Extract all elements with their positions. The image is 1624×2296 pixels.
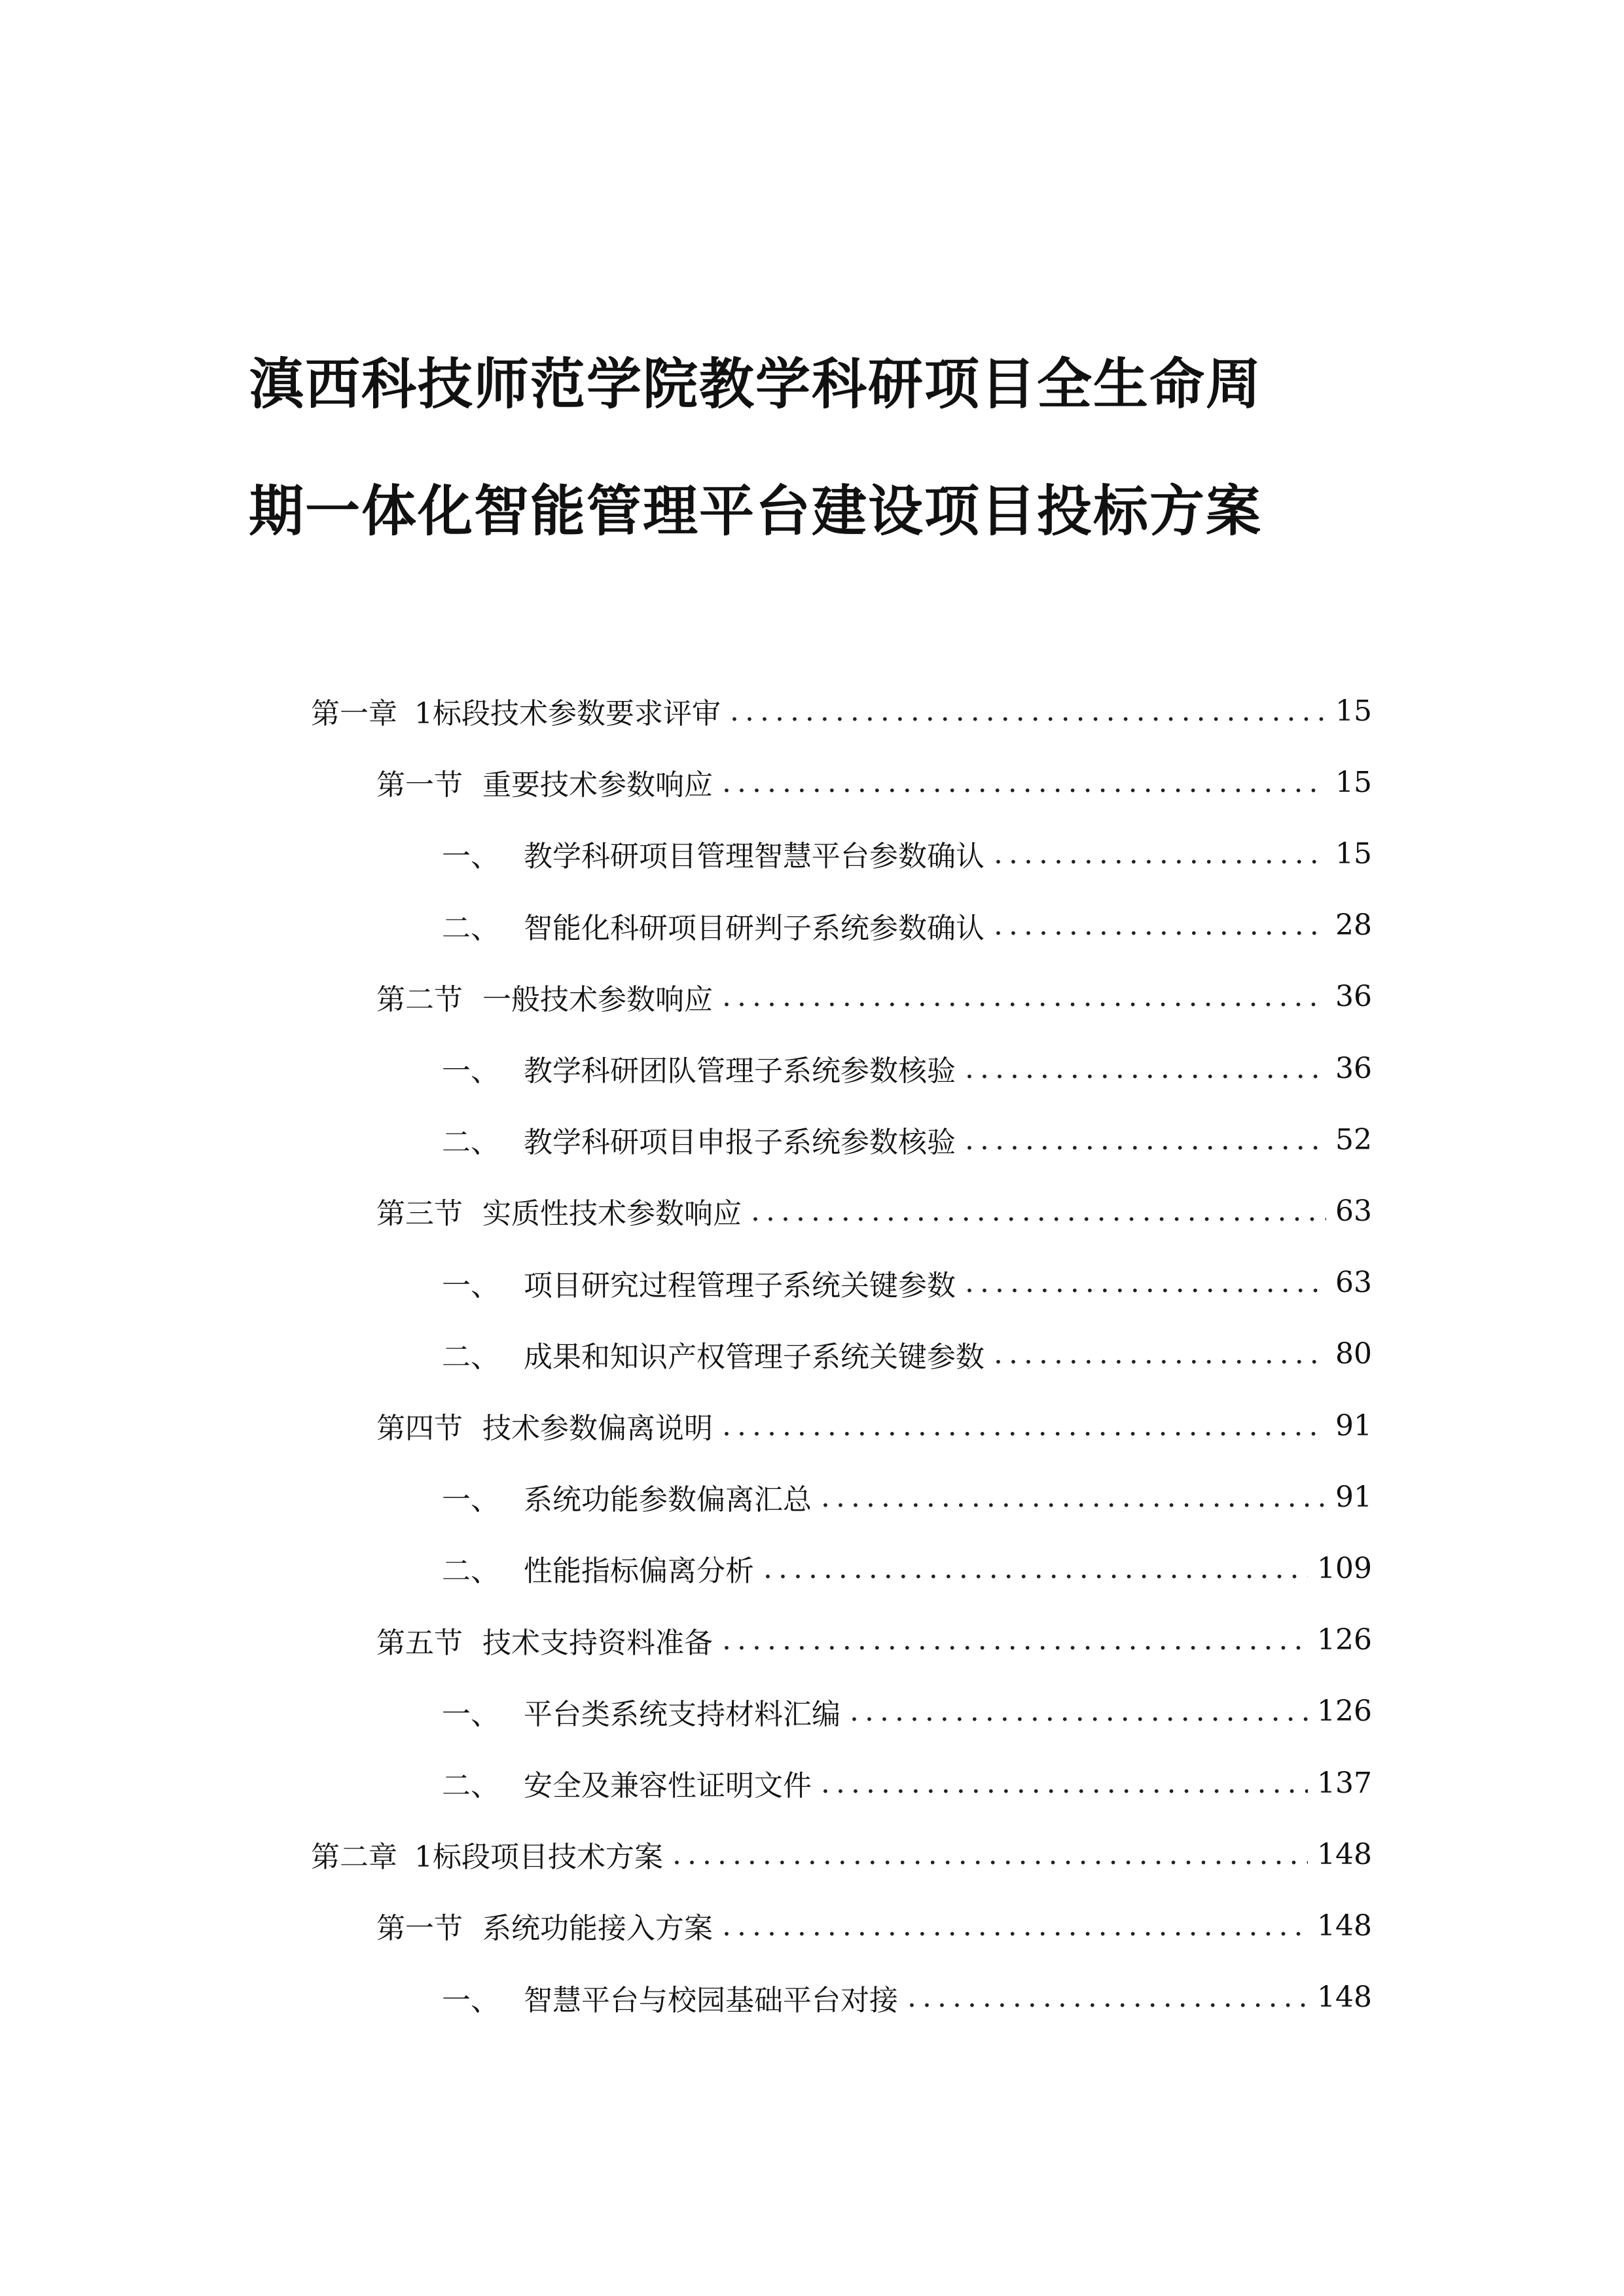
- toc-entry-heading: [442, 1762, 812, 1804]
- toc-page-number: 36: [1335, 980, 1372, 1014]
- toc-entry-number: 二、: [442, 1554, 499, 1588]
- toc-entry-label: 重要技术参数响应: [482, 768, 713, 802]
- toc-entry-number: 二、: [442, 1340, 499, 1374]
- toc-entry-label: 系统功能参数偏离汇总: [524, 1483, 812, 1517]
- toc-entry-heading: [442, 1333, 984, 1375]
- toc-entry[interactable]: [442, 1545, 1372, 1591]
- toc-entry[interactable]: [442, 1045, 1372, 1091]
- toc-entry-number: 一、: [442, 1983, 499, 2017]
- toc-page-number: 15: [1335, 694, 1372, 728]
- toc-entry-label: 系统功能接入方案: [482, 1912, 713, 1946]
- toc-entry-heading: [442, 1119, 956, 1160]
- toc-dot-leader: [965, 1266, 1326, 1299]
- toc-entry-number: 一、: [442, 1483, 499, 1517]
- toc-dot-leader: [763, 1552, 1308, 1585]
- toc-dot-leader: [722, 1909, 1308, 1943]
- toc-entry-label: 一般技术参数响应: [482, 982, 713, 1016]
- toc-entry[interactable]: [442, 1474, 1372, 1520]
- toc-entry-heading: [376, 1905, 713, 1946]
- toc-dot-leader: [751, 1194, 1326, 1228]
- toc-entry-heading: [442, 1977, 898, 2018]
- toc-entry[interactable]: [442, 831, 1372, 876]
- toc-page-number: 148: [1317, 1981, 1372, 2015]
- toc-entry-number: 二、: [442, 1769, 499, 1803]
- toc-entry-number: 第四节: [376, 1412, 463, 1445]
- toc-page-number: 63: [1335, 1194, 1372, 1228]
- toc-entry[interactable]: [376, 1403, 1372, 1448]
- toc-entry-label: 教学科研项目申报子系统参数核验: [524, 1126, 956, 1160]
- toc-entry-label: 教学科研团队管理子系统参数核验: [524, 1054, 956, 1088]
- toc-dot-leader: [821, 1767, 1308, 1800]
- toc-entry-heading: [311, 1833, 663, 1875]
- toc-entry-label: 成果和知识产权管理子系统关键参数: [524, 1340, 984, 1374]
- toc-entry-label: 平台类系统支持材料汇编: [524, 1697, 840, 1731]
- toc-entry[interactable]: [442, 903, 1372, 948]
- toc-page-number: 137: [1317, 1766, 1372, 1800]
- toc-dot-leader: [965, 1123, 1326, 1157]
- toc-page-number: 36: [1335, 1051, 1372, 1085]
- toc-page-number: 126: [1317, 1695, 1372, 1729]
- toc-entry[interactable]: [442, 1331, 1372, 1377]
- toc-dot-leader: [722, 766, 1326, 799]
- toc-entry-number: 一、: [442, 1054, 499, 1088]
- toc-page-number: 28: [1335, 908, 1372, 942]
- toc-entry-label: 教学科研项目管理智慧平台参数确认: [524, 840, 984, 874]
- toc-entry-heading: [376, 1405, 713, 1446]
- toc-entry[interactable]: [442, 1689, 1372, 1734]
- toc-dot-leader: [850, 1695, 1308, 1728]
- toc-page-number: 126: [1317, 1623, 1372, 1657]
- toc-entry-heading: [376, 1190, 742, 1232]
- toc-dot-leader: [722, 1409, 1326, 1443]
- toc-entry-label: 性能指标偏离分析: [524, 1554, 754, 1588]
- toc-entry-heading: [442, 1262, 956, 1304]
- toc-dot-leader: [672, 1838, 1308, 1871]
- toc-entry-number: 第一节: [376, 768, 463, 802]
- toc-entry[interactable]: [311, 1831, 1372, 1877]
- toc-entry-number: 第五节: [376, 1626, 463, 1660]
- toc-entry-heading: [311, 690, 721, 732]
- toc-entry-heading: [442, 1547, 754, 1589]
- title-line-1: 滇西科技师范学院教学科研项目全生命周: [249, 352, 1263, 416]
- toc-dot-leader: [722, 1623, 1308, 1657]
- toc-entry-label: 智慧平台与校园基础平台对接: [524, 1983, 898, 2017]
- toc-entry-heading: [442, 1476, 812, 1518]
- toc-dot-leader: [994, 837, 1326, 870]
- toc-entry-label: 智能化科研项目研判子系统参数确认: [524, 911, 984, 945]
- toc-page-number: 148: [1317, 1837, 1372, 1871]
- toc-entry-label: 技术参数偏离说明: [482, 1412, 713, 1445]
- toc-page-number: 63: [1335, 1266, 1372, 1300]
- toc-page-number: 148: [1317, 1909, 1372, 1943]
- toc-entry-number: 二、: [442, 911, 499, 945]
- toc-entry-number: 第一节: [376, 1912, 463, 1946]
- toc-entry-number: 一、: [442, 840, 499, 874]
- toc-dot-leader: [730, 694, 1326, 728]
- toc-entry[interactable]: [311, 688, 1372, 734]
- toc-page-number: 15: [1335, 836, 1372, 870]
- toc-page-number: 80: [1335, 1337, 1372, 1371]
- toc-entry[interactable]: [442, 1975, 1372, 2020]
- toc-entry[interactable]: [442, 1117, 1372, 1162]
- toc-entry-heading: [442, 905, 984, 946]
- title-line-2: 期一体化智能管理平台建设项目投标方案: [249, 479, 1263, 543]
- toc-entry[interactable]: [376, 1903, 1372, 1948]
- toc-entry-number: 第三节: [376, 1197, 463, 1231]
- toc-entry-number: 二、: [442, 1126, 499, 1160]
- toc-entry[interactable]: [376, 974, 1372, 1020]
- toc-entry-label: 技术支持资料准备: [482, 1626, 713, 1660]
- toc-entry[interactable]: [376, 1188, 1372, 1234]
- toc-entry[interactable]: [442, 1760, 1372, 1806]
- toc-entry[interactable]: [376, 1617, 1372, 1663]
- toc-entry-heading: [442, 1047, 956, 1089]
- toc-dot-leader: [907, 1981, 1308, 2014]
- toc-entry-number: 第一章: [311, 697, 397, 730]
- toc-dot-leader: [994, 908, 1326, 942]
- toc-entry-heading: [376, 976, 713, 1018]
- toc-entry-label: 安全及兼容性证明文件: [524, 1769, 812, 1803]
- toc-page-number: 91: [1335, 1480, 1372, 1514]
- toc-dot-leader: [722, 980, 1326, 1013]
- toc-entry-label: 1标段技术参数要求评审: [414, 697, 721, 730]
- toc-entry[interactable]: [376, 759, 1372, 805]
- document-title: [249, 321, 1375, 575]
- toc-entry-heading: [376, 1619, 713, 1661]
- toc-dot-leader: [821, 1480, 1326, 1514]
- toc-entry-label: 项目研究过程管理子系统关键参数: [524, 1268, 956, 1302]
- toc-entry-number: 一、: [442, 1697, 499, 1731]
- toc-entry-heading: [442, 1691, 840, 1732]
- toc-entry-label: 实质性技术参数响应: [482, 1197, 742, 1231]
- toc-entry-number: 第二节: [376, 982, 463, 1016]
- toc-page-number: 52: [1335, 1122, 1372, 1157]
- toc-dot-leader: [965, 1052, 1326, 1085]
- toc-page-number: 109: [1317, 1551, 1372, 1585]
- toc-entry-heading: [442, 833, 984, 874]
- toc-page-number: 91: [1335, 1408, 1372, 1443]
- toc-entry-heading: [376, 761, 713, 803]
- toc-entry-number: 第二章: [311, 1840, 397, 1874]
- toc-dot-leader: [994, 1337, 1326, 1371]
- toc-page-number: 15: [1335, 765, 1372, 799]
- toc-entry[interactable]: [442, 1260, 1372, 1306]
- toc-entry-number: 一、: [442, 1268, 499, 1302]
- toc-entry-label: 1标段项目技术方案: [414, 1840, 663, 1874]
